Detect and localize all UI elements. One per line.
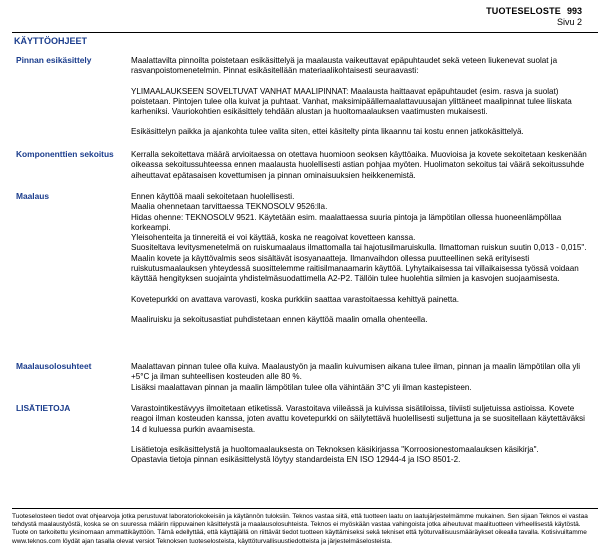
label-additional-info: LISÄTIETOJA	[16, 403, 71, 413]
section-title: KÄYTTÖOHJEET	[14, 36, 88, 46]
paragraph: Maalattavilta pinnoilta poistetaan esikäsittelyä ja maalausta vaikeuttavat epäpuhtaudet sekä veteen liukenevat suolat ja rasvanpoistomenetelmin. Pinnat esikäsitellään materiaalikohtaisesti seuraavasti:	[131, 56, 558, 76]
paragraph: Esikäsittelyn paikka ja ajankohta tulee valita siten, ettei käsitelty pinta likaannu tai kostu ennen jatkokäsittelyä.	[131, 127, 524, 137]
line: Yleisohenteita ja tinnereitä ei voi käyttää, koska ne reagoivat kovetteen kanssa.	[131, 233, 416, 243]
component-mixing-text	[131, 150, 589, 181]
line: Opastavia tietoja pinnan esikäsittelystä löytyy standardeista EN ISO 12944-4 ja ISO 8501-2.	[131, 455, 461, 465]
line: Ennen käyttöä maali sekoitetaan huolellisesti.	[131, 192, 295, 201]
paragraph: Kovetepurkki on avattava varovasti, koska purkkiin saattaa varastoitaessa kehittyä painetta.	[131, 294, 459, 304]
paragraph: Kerralla sekoitettava määrä arvioitaessa on otettava huomioon seoksen käyttöaika. Muovioisa ja kovete sekoitetaan keskenään oikeassa sekoitussuhteessa ennen maalausta huolellisesti astian pohjaa myöten. Huolimaton sekoitus tai väärä sekoitussuhde aiheuttavat epätasaisen kovettumisen ja pinnan ominaisuuksien heikkenemistä.	[131, 150, 587, 180]
line: Maalattavan pinnan tulee olla kuiva. Maalaustyön ja maalin kuivumisen aikana tulee ilman, pinnan ja maalin lämpötilan olla yli +5°C ja ilman suhteellisen kosteuden alle 80 %.	[131, 362, 581, 382]
label-surface-preparation: Pinnan esikäsittely	[16, 55, 92, 65]
product-number: 993	[566, 6, 582, 16]
line: Maalia ohennetaan tarvittaessa TEKNOSOLV 9526:lla.	[131, 202, 328, 212]
label-painting: Maalaus	[16, 191, 50, 201]
line: Maalin kovete ja käyttövalmis seos sisältävät isosyanaatteja. Ilmanvaihdon ollessa puutteellinen sekä erityisesti ruiskutusmaalauksen yhteydessä suosittelemme raitisilmanaamarin käyttöä. Lyhytaikaisessa tai villaikaisessa työssä voidaan käyttää hengityksen suojainta yhdistelmäsuodattimella A2-P2. Tällöin tulee huolehtia silmien ja kasvojen suojaamisesta.	[131, 253, 579, 284]
paragraph: Maaliruisku ja sekoitusastiat puhdistetaan ennen käyttöä maalin omalla ohenteella.	[131, 314, 428, 324]
page-number: Sivu 2	[556, 17, 582, 27]
line: Lisäksi maalattavan pinnan ja maalin lämpötilan tulee olla vähintään 3°C yli ilman kastepisteen.	[131, 382, 472, 392]
line: Suositeltava levitysmenetelmä on ruiskumaalaus ilmattomalla tai hajotusilmaruiskulla. Ilmattoman ruiskun suutin 0,013 - 0,015".	[131, 243, 587, 253]
header-rule	[12, 32, 598, 33]
label-component-mixing: Komponenttien sekoitus	[16, 149, 114, 159]
additional-info-text	[131, 404, 589, 465]
paragraph: Varastointikestävyys ilmoitetaan etiketissä. Varastoitava viileässä ja kuivissa sisätiloissa, tiiviisti suljetuissa astioissa. Kovete reagoi ilman kosteuden kanssa, joten avattu kovetepurkki on säilytettävä huolellisesti suljettuna ja se suositellaan käytettäväksi 14 d kuluessa purkin avaamisesta.	[131, 404, 585, 434]
line: Lisätietoja esikäsittelystä ja huoltomaalauksesta on Teknoksen käsikirjassa "Korroosionestomaalauksen käsikirja".	[131, 444, 539, 454]
paragraph: YLIMAALAUKSEEN SOVELTUVAT VANHAT MAALIPINNAT: Maalausta haittaavat epäpuhtaudet (esim. rasva ja suolat) poistetaan. Pintojen tulee olla kuivat ja puhtaat. Vanhat, maksimipäällemaalattavuusajan ylittäneet maalipinnat tulee liiskata karheniksi. Vauriokohtien esikäsittely tehdään alustan ja huoltomaalauksen vaatimusten mukaisesti.	[131, 86, 572, 117]
line: Hidas ohenne: TEKNOSOLV 9521. Käytetään esim. maalattaessa suuria pintoja ja lämpötilan ollessa huoneenlämpöllaa korkeampi.	[131, 212, 562, 232]
label-painting-conditions: Maalausolosuhteet	[16, 361, 92, 371]
footer-rule	[12, 508, 598, 509]
painting-conditions-text	[131, 362, 589, 393]
painting-text	[131, 192, 589, 325]
document-header	[486, 6, 582, 28]
surface-preparation-text	[131, 56, 589, 138]
disclaimer-footer: Tuoteselosteen tiedot ovat ohjearvoja jotka perustuvat laboratoriokokeisiin ja käytännön tuloksiin. Teknos vastaa siitä, että tuotteen laatu on laatujärjestelmämme mukainen. Sen sijaan Teknos ei vastaa tehdystä maalaustyöstä, koska se on suuressa määrin riippuvainen käsittelystä ja maalausolosuhteista. Teknos ei myöskään vastaa vahingoista jotka aiheutuvat maalituotteen virheellisestä käytöstä. Tuote on tarkoitettu yksinomaan ammattikäyttöön. Tämä edellyttää, että käyttäjällä on riittävät tiedot tuotteen käyttämiseksi sekä tekniset että työturvallisuusmääräykset oikealla tavalla. Kotisivuiltamme www.teknos.com löydät ajan tasalla olevat versiot Teknoksen tuoteselosteista, käyttöturvallisuustiedotteista ja järjestelmäselosteista.	[12, 513, 588, 545]
document-title: TUOTESELOSTE	[486, 6, 561, 16]
